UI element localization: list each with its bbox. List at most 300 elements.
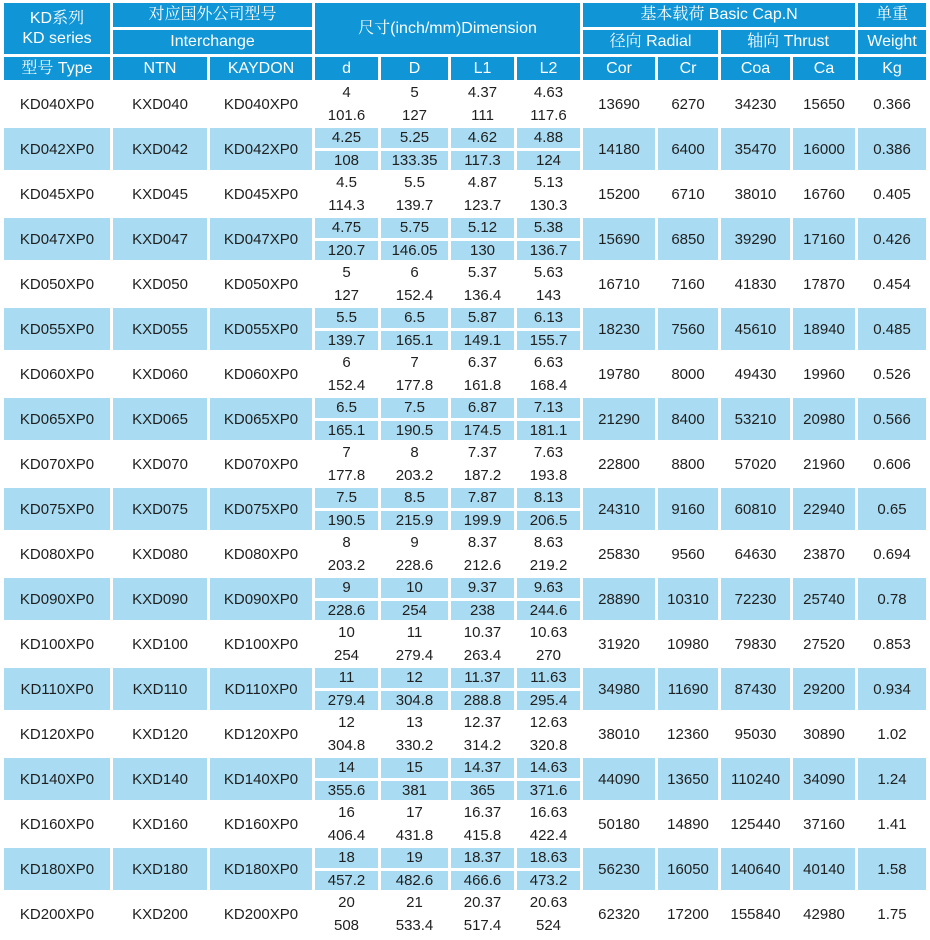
d-mm-value: 101.6 [327, 106, 366, 124]
header-radial: 径向 Radial [583, 30, 718, 54]
cell-D [381, 128, 448, 170]
cell-ca: 37160 [793, 803, 855, 845]
cell-L1 [451, 623, 514, 665]
D-mm-value: 381 [402, 781, 428, 799]
cell-cor: 44090 [583, 758, 655, 800]
cell-kaydon: KD042XP0 [210, 128, 312, 170]
cell-ca: 42980 [793, 893, 855, 935]
cell-L1 [451, 308, 514, 350]
cell-kg: 0.566 [858, 398, 926, 440]
cell-ca: 21960 [793, 443, 855, 485]
cell-ca: 23870 [793, 533, 855, 575]
d-mm-value: 406.4 [327, 826, 366, 844]
cell-L2 [517, 173, 580, 215]
table-row [4, 353, 926, 395]
cell-model: KD100XP0 [4, 623, 110, 665]
D-inch-value: 9 [381, 533, 448, 556]
cell-kg: 0.606 [858, 443, 926, 485]
cell-cor: 25830 [583, 533, 655, 575]
cell-d [315, 173, 378, 215]
d-inch-value: 7 [315, 443, 378, 466]
cell-D [381, 263, 448, 305]
d-inch-value: 10 [315, 623, 378, 646]
cell-L1 [451, 893, 514, 935]
D-inch-value: 13 [381, 713, 448, 736]
L1-inch-value: 5.37 [451, 263, 514, 286]
cell-ntn: KXD075 [113, 488, 207, 530]
cell-cr: 6710 [658, 173, 718, 215]
cell-cr: 12360 [658, 713, 718, 755]
cell-cr: 8400 [658, 398, 718, 440]
L2-inch-value: 5.38 [517, 218, 580, 241]
d-mm-value: 108 [334, 151, 360, 169]
cell-D [381, 848, 448, 890]
cell-cr: 9560 [658, 533, 718, 575]
cell-ca: 17160 [793, 218, 855, 260]
table-row [4, 218, 926, 260]
header-series [4, 3, 110, 54]
L2-inch-value: 5.63 [517, 263, 580, 286]
header-dimension: 尺寸(inch/mm)Dimension [315, 3, 580, 54]
cell-kg: 0.485 [858, 308, 926, 350]
cell-d [315, 443, 378, 485]
D-inch-value: 5 [381, 83, 448, 106]
table-row [4, 263, 926, 305]
cell-coa: 35470 [721, 128, 790, 170]
cell-d [315, 218, 378, 260]
d-inch-value: 16 [315, 803, 378, 826]
cell-model: KD060XP0 [4, 353, 110, 395]
cell-ca: 20980 [793, 398, 855, 440]
D-inch-value: 12 [381, 668, 448, 691]
d-mm-value: 120.7 [327, 241, 366, 259]
cell-D [381, 398, 448, 440]
d-mm-value: 254 [334, 646, 360, 664]
cell-L1 [451, 218, 514, 260]
L2-inch-value: 10.63 [517, 623, 580, 646]
L2-mm-value: 143 [536, 286, 562, 304]
L1-inch-value: 18.37 [451, 848, 514, 871]
cell-coa: 95030 [721, 713, 790, 755]
cell-coa: 53210 [721, 398, 790, 440]
cell-d [315, 623, 378, 665]
cell-kg: 1.41 [858, 803, 926, 845]
cell-ntn: KXD160 [113, 803, 207, 845]
d-inch-value: 6.5 [315, 398, 378, 421]
L1-inch-value: 7.37 [451, 443, 514, 466]
L1-mm-value: 365 [470, 781, 496, 799]
cell-kaydon: KD180XP0 [210, 848, 312, 890]
d-mm-value: 139.7 [327, 331, 366, 349]
cell-kg: 0.386 [858, 128, 926, 170]
d-inch-value: 4 [315, 83, 378, 106]
L2-mm-value: 117.6 [530, 106, 567, 124]
L1-mm-value: 130 [470, 241, 496, 259]
cell-d [315, 128, 378, 170]
cell-ntn: KXD050 [113, 263, 207, 305]
cell-L1 [451, 578, 514, 620]
table-row [4, 488, 926, 530]
cell-L2 [517, 398, 580, 440]
L1-inch-value: 14.37 [451, 758, 514, 781]
table-row [4, 398, 926, 440]
D-inch-value: 10 [381, 578, 448, 601]
header-weight-cn: 单重 [858, 3, 926, 27]
cell-kaydon: KD090XP0 [210, 578, 312, 620]
cell-cor: 56230 [583, 848, 655, 890]
d-inch-value: 11 [315, 668, 378, 691]
L1-mm-value: 288.8 [463, 691, 502, 709]
table-row [4, 533, 926, 575]
D-inch-value: 11 [381, 623, 448, 646]
L1-inch-value: 5.87 [451, 308, 514, 331]
cell-ntn: KXD070 [113, 443, 207, 485]
cell-model: KD055XP0 [4, 308, 110, 350]
cell-cr: 13650 [658, 758, 718, 800]
cell-coa: 39290 [721, 218, 790, 260]
L2-mm-value: 155.7 [529, 331, 568, 349]
cell-coa: 125440 [721, 803, 790, 845]
cell-cor: 34980 [583, 668, 655, 710]
table-row [4, 83, 926, 125]
cell-D [381, 893, 448, 935]
D-mm-value: 330.2 [395, 736, 434, 754]
table-row [4, 803, 926, 845]
L2-mm-value: 270 [536, 646, 562, 664]
L1-inch-value: 7.87 [451, 488, 514, 511]
d-inch-value: 6 [315, 353, 378, 376]
cell-L2 [517, 578, 580, 620]
cell-cr: 14890 [658, 803, 718, 845]
header-d: d [315, 57, 378, 80]
L1-mm-value: 123.7 [463, 196, 502, 214]
cell-cor: 22800 [583, 443, 655, 485]
d-mm-value: 508 [334, 916, 360, 934]
cell-model: KD050XP0 [4, 263, 110, 305]
table-header [4, 3, 926, 80]
D-mm-value: 228.6 [395, 556, 434, 574]
cell-coa: 41830 [721, 263, 790, 305]
cell-ntn: KXD110 [113, 668, 207, 710]
table-row [4, 443, 926, 485]
header-L1: L1 [451, 57, 514, 80]
L1-mm-value: 517.4 [463, 916, 502, 934]
header-weight-en: Weight [858, 30, 926, 54]
cell-kg: 0.405 [858, 173, 926, 215]
cell-L1 [451, 353, 514, 395]
cell-coa: 57020 [721, 443, 790, 485]
L1-mm-value: 136.4 [463, 286, 502, 304]
D-inch-value: 8.5 [381, 488, 448, 511]
header-type: 型号 Type [4, 57, 110, 80]
D-mm-value: 482.6 [395, 871, 434, 889]
cell-ca: 27520 [793, 623, 855, 665]
cell-model: KD070XP0 [4, 443, 110, 485]
cell-D [381, 443, 448, 485]
L1-mm-value: 149.1 [463, 331, 502, 349]
D-inch-value: 21 [381, 893, 448, 916]
cell-kg: 1.75 [858, 893, 926, 935]
table-row [4, 578, 926, 620]
header-cr: Cr [658, 57, 718, 80]
cell-ntn: KXD060 [113, 353, 207, 395]
d-mm-value: 177.8 [327, 466, 366, 484]
cell-L1 [451, 758, 514, 800]
table-row [4, 173, 926, 215]
cell-model: KD180XP0 [4, 848, 110, 890]
d-inch-value: 4.5 [315, 173, 378, 196]
D-inch-value: 6 [381, 263, 448, 286]
L2-mm-value: 168.4 [529, 376, 568, 394]
cell-D [381, 353, 448, 395]
L1-mm-value: 117.3 [464, 151, 501, 169]
cell-kaydon: KD065XP0 [210, 398, 312, 440]
L2-mm-value: 320.8 [529, 736, 568, 754]
L1-inch-value: 12.37 [451, 713, 514, 736]
cell-D [381, 713, 448, 755]
cell-cor: 13690 [583, 83, 655, 125]
d-mm-value: 304.8 [327, 736, 366, 754]
table-row [4, 713, 926, 755]
cell-cor: 16710 [583, 263, 655, 305]
D-inch-value: 5.75 [381, 218, 448, 241]
d-inch-value: 5.5 [315, 308, 378, 331]
cell-kaydon: KD070XP0 [210, 443, 312, 485]
table-row [4, 758, 926, 800]
cell-d [315, 488, 378, 530]
cell-kg: 0.78 [858, 578, 926, 620]
D-inch-value: 19 [381, 848, 448, 871]
cell-L1 [451, 173, 514, 215]
cell-L1 [451, 83, 514, 125]
cell-kaydon: KD140XP0 [210, 758, 312, 800]
d-inch-value: 7.5 [315, 488, 378, 511]
L2-mm-value: 371.6 [529, 781, 568, 799]
cell-kg: 0.934 [858, 668, 926, 710]
D-inch-value: 7.5 [381, 398, 448, 421]
cell-D [381, 758, 448, 800]
cell-kg: 0.366 [858, 83, 926, 125]
cell-kg: 1.58 [858, 848, 926, 890]
cell-L1 [451, 128, 514, 170]
header-kaydon: KAYDON [210, 57, 312, 80]
L2-inch-value: 11.63 [517, 668, 580, 691]
cell-kg: 0.65 [858, 488, 926, 530]
d-inch-value: 12 [315, 713, 378, 736]
cell-kaydon: KD060XP0 [210, 353, 312, 395]
cell-ntn: KXD040 [113, 83, 207, 125]
cell-d [315, 758, 378, 800]
L1-inch-value: 11.37 [451, 668, 514, 691]
cell-L2 [517, 83, 580, 125]
cell-ntn: KXD080 [113, 533, 207, 575]
cell-model: KD090XP0 [4, 578, 110, 620]
L1-mm-value: 212.6 [463, 556, 502, 574]
cell-model: KD110XP0 [4, 668, 110, 710]
header-series-en: KD series [22, 29, 92, 47]
cell-cr: 7560 [658, 308, 718, 350]
L2-inch-value: 4.88 [517, 128, 580, 151]
cell-d [315, 893, 378, 935]
cell-kg: 0.526 [858, 353, 926, 395]
D-mm-value: 133.35 [391, 151, 438, 169]
cell-ntn: KXD200 [113, 893, 207, 935]
d-mm-value: 457.2 [327, 871, 366, 889]
L2-inch-value: 6.13 [517, 308, 580, 331]
cell-cor: 24310 [583, 488, 655, 530]
cell-L2 [517, 263, 580, 305]
cell-ca: 25740 [793, 578, 855, 620]
L2-mm-value: 130.3 [529, 196, 568, 214]
cell-cor: 28890 [583, 578, 655, 620]
cell-L1 [451, 488, 514, 530]
cell-kaydon: KD120XP0 [210, 713, 312, 755]
L1-inch-value: 8.37 [451, 533, 514, 556]
cell-cor: 19780 [583, 353, 655, 395]
cell-model: KD040XP0 [4, 83, 110, 125]
L2-inch-value: 20.63 [517, 893, 580, 916]
d-inch-value: 4.75 [315, 218, 378, 241]
D-mm-value: 431.8 [395, 826, 434, 844]
cell-ca: 18940 [793, 308, 855, 350]
cell-model: KD160XP0 [4, 803, 110, 845]
D-mm-value: 127 [402, 106, 428, 124]
cell-L2 [517, 758, 580, 800]
cell-ca: 30890 [793, 713, 855, 755]
cell-d [315, 848, 378, 890]
header-coa: Coa [721, 57, 790, 80]
cell-L2 [517, 713, 580, 755]
cell-kaydon: KD080XP0 [210, 533, 312, 575]
cell-cr: 10310 [658, 578, 718, 620]
cell-cr: 8000 [658, 353, 718, 395]
cell-L2 [517, 533, 580, 575]
header-interchange-cn: 对应国外公司型号 [113, 3, 312, 27]
L1-inch-value: 4.37 [451, 83, 514, 106]
cell-L2 [517, 893, 580, 935]
L2-inch-value: 7.63 [517, 443, 580, 466]
L1-mm-value: 187.2 [463, 466, 502, 484]
cell-L2 [517, 623, 580, 665]
cell-d [315, 308, 378, 350]
cell-kaydon: KD050XP0 [210, 263, 312, 305]
cell-kg: 0.853 [858, 623, 926, 665]
table-row [4, 848, 926, 890]
cell-cr: 16050 [658, 848, 718, 890]
header-thrust: 轴向 Thrust [721, 30, 855, 54]
L1-inch-value: 6.87 [451, 398, 514, 421]
cell-kaydon: KD055XP0 [210, 308, 312, 350]
cell-ntn: KXD100 [113, 623, 207, 665]
cell-coa: 60810 [721, 488, 790, 530]
d-inch-value: 18 [315, 848, 378, 871]
cell-kg: 1.02 [858, 713, 926, 755]
cell-L2 [517, 488, 580, 530]
cell-cr: 7160 [658, 263, 718, 305]
L2-mm-value: 219.2 [529, 556, 568, 574]
cell-coa: 72230 [721, 578, 790, 620]
L1-inch-value: 6.37 [451, 353, 514, 376]
cell-ntn: KXD045 [113, 173, 207, 215]
table-row [4, 128, 926, 170]
L1-inch-value: 10.37 [451, 623, 514, 646]
L1-mm-value: 238 [470, 601, 496, 619]
L2-inch-value: 9.63 [517, 578, 580, 601]
L1-inch-value: 4.87 [451, 173, 514, 196]
L2-mm-value: 206.5 [529, 511, 568, 529]
L2-inch-value: 18.63 [517, 848, 580, 871]
L2-inch-value: 12.63 [517, 713, 580, 736]
cell-cor: 15690 [583, 218, 655, 260]
d-mm-value: 190.5 [327, 511, 366, 529]
cell-ntn: KXD140 [113, 758, 207, 800]
cell-d [315, 263, 378, 305]
D-inch-value: 6.5 [381, 308, 448, 331]
D-inch-value: 15 [381, 758, 448, 781]
L2-inch-value: 16.63 [517, 803, 580, 826]
L1-inch-value: 9.37 [451, 578, 514, 601]
cell-kg: 0.454 [858, 263, 926, 305]
cell-coa: 38010 [721, 173, 790, 215]
L2-mm-value: 244.6 [529, 601, 568, 619]
L2-inch-value: 8.13 [517, 488, 580, 511]
d-inch-value: 8 [315, 533, 378, 556]
cell-kaydon: KD047XP0 [210, 218, 312, 260]
header-D: D [381, 57, 448, 80]
cell-model: KD047XP0 [4, 218, 110, 260]
cell-model: KD080XP0 [4, 533, 110, 575]
cell-d [315, 713, 378, 755]
cell-L2 [517, 443, 580, 485]
cell-d [315, 668, 378, 710]
cell-coa: 45610 [721, 308, 790, 350]
header-basic-cap: 基本载荷 Basic Cap.N [583, 3, 855, 27]
cell-cr: 6270 [658, 83, 718, 125]
cell-d [315, 803, 378, 845]
D-inch-value: 8 [381, 443, 448, 466]
cell-model: KD075XP0 [4, 488, 110, 530]
d-inch-value: 14 [315, 758, 378, 781]
table-body [4, 83, 926, 935]
cell-cr: 6850 [658, 218, 718, 260]
cell-kaydon: KD040XP0 [210, 83, 312, 125]
D-inch-value: 5.5 [381, 173, 448, 196]
cell-kaydon: KD075XP0 [210, 488, 312, 530]
cell-ntn: KXD047 [113, 218, 207, 260]
L2-mm-value: 422.4 [529, 826, 568, 844]
cell-L2 [517, 353, 580, 395]
cell-D [381, 533, 448, 575]
cell-kaydon: KD100XP0 [210, 623, 312, 665]
d-inch-value: 9 [315, 578, 378, 601]
cell-L1 [451, 803, 514, 845]
cell-kaydon: KD200XP0 [210, 893, 312, 935]
L2-mm-value: 524 [536, 916, 562, 934]
cell-kg: 0.426 [858, 218, 926, 260]
D-mm-value: 146.05 [391, 241, 438, 259]
d-mm-value: 279.4 [327, 691, 366, 709]
cell-d [315, 83, 378, 125]
L2-mm-value: 295.4 [529, 691, 568, 709]
D-mm-value: 152.4 [395, 286, 434, 304]
cell-d [315, 353, 378, 395]
cell-kg: 1.24 [858, 758, 926, 800]
L1-mm-value: 263.4 [463, 646, 502, 664]
cell-D [381, 83, 448, 125]
cell-ntn: KXD120 [113, 713, 207, 755]
L2-mm-value: 124 [536, 151, 562, 169]
d-mm-value: 165.1 [327, 421, 366, 439]
